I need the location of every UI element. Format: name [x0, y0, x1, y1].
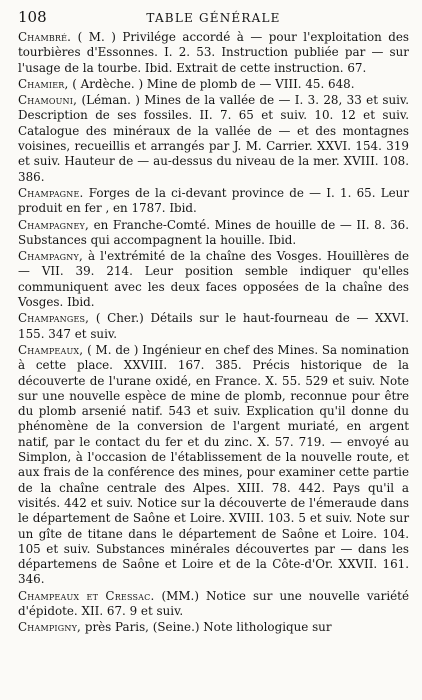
entry-heading: Champagney, — [18, 217, 89, 232]
entry-text: ( M. ) Privilége accordé à — pour l'exploitation des tourbières d'Essonnes. I. 2. 53. Instruction publiée par — sur l'usage de la tourbe. Ibid. Extrait de cette instruction. 67. — [18, 30, 410, 75]
index-entry — [18, 249, 409, 310]
entry-text: en Franche-Comté. Mines de houille de — II. 8. 36. Substances qui accompagnent la houille. Ibid. — [18, 217, 409, 247]
index-entry — [18, 343, 409, 588]
entry-text: près Paris, (Seine.) Note lithologique sur — [84, 620, 332, 635]
entry-text: (Léman. ) Mines de la vallée de — I. 3. 28, 33 et suiv. Description de ses fossiles. II. 7. 65 et suiv. 10. 12 et suiv. Catalogue des minéraux de la vallée de — et des montagnes voisines, recueillis et arrangés par J. M. Carrier. XXVI. 154. 319 et suiv. Hauteur de — au-dessus du niveau de la mer. XVIII. 108. 386. — [18, 93, 409, 184]
index-entry — [18, 311, 409, 342]
entry-text: ( Ardèche. ) Mine de plomb de — VIII. 45. 648. — [72, 76, 355, 91]
entry-heading: Champanges, — [18, 311, 90, 326]
entry-heading: Chamier, — [18, 76, 69, 91]
index-entry — [18, 589, 409, 620]
entry-text: Forges de la ci-devant province de — I. 1. 65. Leur produit en fer , en 1787. Ibid. — [18, 185, 409, 216]
entry-heading: Champeaux et Cressac. — [18, 588, 155, 603]
entry-text: ( M. de ) Ingénieur en chef des Mines. Sa nomination à cette place. XXVIII. 167. 385. Précis historique de la découverte de l'urane oxidé, en France. X. 55. 529 et suiv. Note sur une nouvelle espèce de mine de plomb, reconnue pour être du plomb arsenié natif. 543 et suiv. Explication qu'il donne du phénomène de la conversion de l'argent muriaté, en argent natif, par le contact du fer et du zinc. X. 57. 719. — envoyé au Simplon, à l'occasion de l'établissement de la nouvelle route, et aux frais de la conférence des mines, pour examiner cette partie de la chaîne centrale des Alpes. XIII. 78. 442. Pays qu'il a visités. 442 et suiv. Notice sur la découverte de l'émeraude dans le département de Saône et Loire. XVIII. 103. 5 et suiv. Note sur un gîte de titane dans le département de Saône et Loire. 104. 105 et suiv. Substances minérales découvertes par — dans les départemens de Saône et Loire et de la Côte-d'Or. XXVII. 161. 346. — [18, 342, 410, 587]
entry-heading: Champagne. — [18, 185, 84, 200]
entry-text: (MM.) Notice sur une nouvelle variété d'épidote. XII. 67. 9 et suiv. — [18, 588, 409, 618]
entry-heading: Champeaux, — [18, 342, 84, 357]
page-number: 108 — [18, 8, 47, 26]
running-title: TABLE GÉNÉRALE — [146, 11, 281, 25]
entry-heading: Champagny, — [18, 249, 83, 264]
index-entry — [18, 218, 409, 249]
index-entries — [18, 30, 409, 636]
entry-heading: Champigny, — [18, 620, 82, 635]
index-entry — [18, 186, 409, 217]
index-entry — [18, 620, 409, 635]
index-entry — [18, 93, 409, 185]
entry-text: ( Cher.) Détails sur le haut-fourneau de — XXVI. 155. 347 et suiv. — [18, 311, 409, 341]
entry-heading: Chambré. — [18, 30, 72, 44]
page-header — [18, 8, 409, 28]
entry-text: à l'extrémité de la chaîne des Vosges. Houillères de — VII. 39. 214. Leur position semble indiquer qu'elles communiquent avec les deux faces opposées de la chaîne des Vosges. Ibid. — [18, 249, 410, 310]
index-entry — [18, 30, 409, 76]
entry-heading: Chamouni, — [18, 93, 78, 108]
index-entry — [18, 77, 409, 92]
